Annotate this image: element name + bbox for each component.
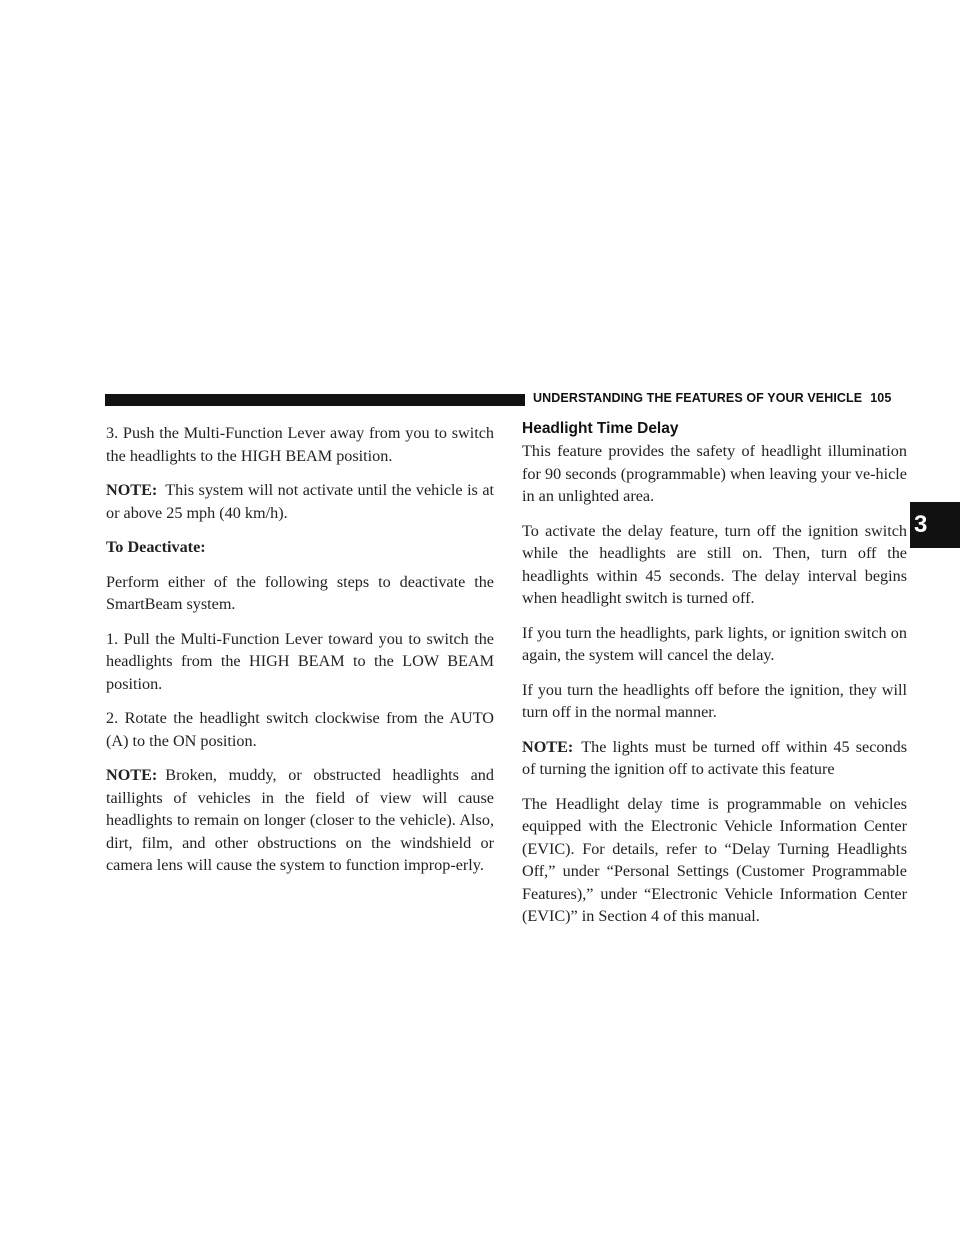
- note-1-label: NOTE:: [106, 481, 158, 499]
- note-1: [106, 479, 494, 524]
- section-heading: Headlight Time Delay: [522, 420, 679, 437]
- note-3: [522, 736, 907, 781]
- paragraph-2: To activate the delay feature, turn off the ignition switch while the headlights are still on. Then, turn off the headlights within 45 seconds. The delay interval begins when headlight switch is turned off.: [522, 521, 907, 607]
- left-column: [106, 422, 494, 889]
- running-title: UNDERSTANDING THE FEATURES OF YOUR VEHICLE: [533, 391, 863, 405]
- right-column: [522, 418, 907, 940]
- paragraph-4: If you turn the headlights off before the ignition, they will turn off in the normal manner.: [522, 680, 907, 721]
- paragraph-3: If you turn the headlights, park lights, or ignition switch on again, the system will cancel the delay.: [522, 623, 907, 664]
- deactivate-intro: Perform either of the following steps to deactivate the SmartBeam system.: [106, 572, 494, 613]
- page-number: 105: [870, 391, 892, 405]
- deactivate-heading: To Deactivate:: [106, 538, 206, 556]
- note-1-text: This system will not activate until the vehicle is at or above 25 mph (40 km/h).: [106, 481, 494, 522]
- header-rule: [105, 394, 525, 406]
- running-head: [533, 391, 913, 405]
- note-2: [106, 764, 494, 877]
- deactivate-step-2: 2. Rotate the headlight switch clockwise from the AUTO (A) to the ON position.: [106, 709, 494, 750]
- paragraph-5: The Headlight delay time is programmable on vehicles equipped with the Electronic Vehicle Information Center (EVIC). For details, refer to “Delay Turning Headlights Off,” under “Personal Settings (Customer Programmable Features),” under “Electronic Vehicle Information Center (EVIC)” in Section 4 of this manual.: [522, 794, 907, 925]
- note-2-text: Broken, muddy, or obstructed headlights and taillights of vehicles in the field of view will cause headlights to remain on longer (closer to the vehicle). Also, dirt, film, and other obstructions on the windshield or camera lens will cause the system to function improp-erly.: [106, 766, 494, 874]
- note-3-label: NOTE:: [522, 737, 574, 756]
- note-2-label: NOTE:: [106, 766, 158, 784]
- paragraph-1: This feature provides the safety of headlight illumination for 90 seconds (programmable) when leaving your ve-hicle in an unlighted area.: [522, 442, 907, 505]
- chapter-tab: 3: [910, 502, 960, 548]
- note-3-text: The lights must be turned off within 45 seconds of turning the ignition off to activate this feature: [522, 737, 907, 778]
- step-3-text: 3. Push the Multi-Function Lever away from you to switch the headlights to the HIGH BEAM position.: [106, 424, 494, 465]
- deactivate-step-1: 1. Pull the Multi-Function Lever toward you to switch the headlights from the HIGH BEAM to the LOW BEAM position.: [106, 629, 494, 693]
